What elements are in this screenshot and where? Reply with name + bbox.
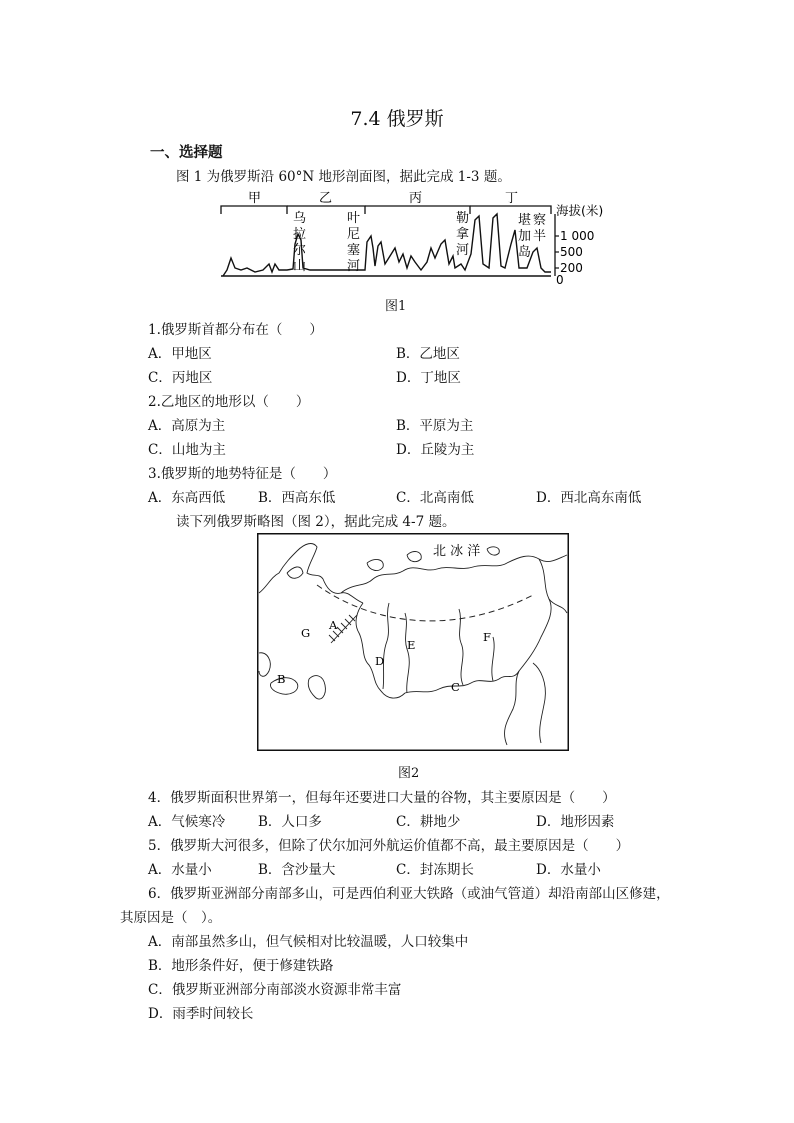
q3-stem: 3.俄罗斯的地势特征是（ ）	[148, 466, 337, 482]
q5-option-d[interactable]: D．水量小	[536, 862, 601, 878]
q4-option-c[interactable]: C．耕地少	[396, 814, 461, 830]
q6-stem-line2: 其原因是（ ）。	[120, 910, 222, 926]
svg-text:尼: 尼	[347, 227, 361, 242]
map-letter-f: F	[483, 630, 491, 644]
section-heading: 一、选择题	[150, 145, 223, 161]
region-bing: 丙	[409, 191, 423, 206]
svg-text:拿: 拿	[456, 227, 470, 242]
svg-text:河: 河	[456, 243, 470, 258]
svg-text:尔: 尔	[293, 243, 307, 258]
q4-stem: 4．俄罗斯面积世界第一，但每年还要进口大量的谷物，其主要原因是（ ）	[148, 790, 616, 806]
q1-stem: 1.俄罗斯首都分布在（ ）	[148, 322, 323, 338]
svg-text:塞: 塞	[347, 243, 361, 258]
label-ural	[293, 211, 306, 274]
q2-option-c[interactable]: C．山地为主	[148, 442, 226, 458]
svg-text:山: 山	[293, 259, 307, 274]
svg-text:岛: 岛	[518, 245, 532, 260]
q2-option-b[interactable]: B．平原为主	[396, 418, 474, 434]
label-lena	[456, 210, 469, 258]
svg-text:加: 加	[518, 229, 532, 244]
q1-option-c[interactable]: C．丙地区	[148, 370, 213, 386]
q5-option-b[interactable]: B．含沙量大	[258, 862, 336, 878]
terrain-line	[223, 214, 551, 276]
map-letter-e: E	[407, 638, 416, 652]
region-yi: 乙	[319, 191, 333, 206]
intro-2: 读下列俄罗斯略图（图 2），据此完成 4-7 题。	[176, 514, 456, 530]
svg-text:叶: 叶	[347, 211, 361, 226]
q3-option-c[interactable]: C．北高南低	[396, 490, 474, 506]
q6-option-c[interactable]: C．俄罗斯亚洲部分南部淡水资源非常丰富	[148, 982, 402, 998]
q1-option-b[interactable]: B．乙地区	[396, 346, 460, 362]
q5-stem: 5．俄罗斯大河很多，但除了伏尔加河外航运价值都不高，最主要原因是（ ）	[148, 838, 630, 854]
axis-title: 海拔(米)	[556, 203, 604, 218]
q2-option-a[interactable]: A．高原为主	[148, 418, 226, 434]
svg-text:堪: 堪	[518, 213, 532, 228]
q3-option-a[interactable]: A．东高西低	[148, 490, 226, 506]
map-letter-d: D	[375, 654, 385, 668]
profile-svg	[215, 184, 615, 294]
svg-text:勒: 勒	[456, 211, 470, 226]
q6-stem-line1: 6．俄罗斯亚洲部分南部多山，可是西伯利亚大铁路（或油气管道）却沿南部山区修建，	[148, 886, 670, 902]
q3-option-b[interactable]: B．西高东低	[258, 490, 336, 506]
q4-option-b[interactable]: B．人口多	[258, 814, 322, 830]
figure-1-profile	[215, 184, 615, 294]
svg-text:河: 河	[347, 259, 361, 274]
q5-option-a[interactable]: A．水量小	[148, 862, 212, 878]
q6-option-a[interactable]: A．南部虽然多山，但气候相对比较温暖，人口较集中	[148, 934, 469, 950]
svg-text:半: 半	[533, 229, 547, 244]
q3-option-d[interactable]: D．西北高东南低	[536, 490, 642, 506]
map-letter-c: C	[451, 680, 460, 694]
q1-option-a[interactable]: A．甲地区	[148, 346, 212, 362]
q4-option-d[interactable]: D．地形因素	[536, 814, 615, 830]
q6-option-d[interactable]: D．雨季时间较长	[148, 1006, 254, 1022]
page-title: 7.4 俄罗斯	[350, 108, 444, 130]
figure-1-caption: 图1	[385, 299, 407, 314]
q1-option-d[interactable]: D．丁地区	[396, 370, 461, 386]
tick-200: 200	[560, 261, 583, 275]
tick-1000: 1 000	[560, 229, 595, 243]
figure-2-map	[257, 533, 569, 751]
q5-option-c[interactable]: C．封冻期长	[396, 862, 474, 878]
svg-text:拉: 拉	[293, 227, 307, 242]
tick-0: 0	[556, 273, 564, 287]
region-ding: 丁	[505, 191, 519, 206]
svg-text:乌: 乌	[293, 211, 307, 226]
figure-2-caption: 图2	[398, 766, 420, 781]
q4-option-a[interactable]: A．气候寒冷	[148, 814, 226, 830]
tick-500: 500	[560, 245, 583, 259]
q2-stem: 2.乙地区的地形以（ ）	[148, 394, 310, 410]
label-yenisei	[347, 211, 360, 274]
ocean-label: 北 冰 洋	[433, 544, 481, 559]
q2-option-d[interactable]: D．丘陵为主	[396, 442, 475, 458]
map-letter-a: A	[329, 618, 338, 632]
region-jia: 甲	[248, 191, 262, 206]
q6-option-b[interactable]: B．地形条件好，便于修建铁路	[148, 958, 334, 974]
map-letter-b: B	[277, 672, 286, 686]
map-svg	[257, 533, 569, 751]
svg-text:察: 察	[533, 213, 547, 228]
intro-1: 图 1 为俄罗斯沿 60°N 地形剖面图，据此完成 1-3 题。	[176, 169, 511, 185]
region-brackets	[221, 206, 551, 214]
map-letter-g: G	[301, 626, 311, 640]
